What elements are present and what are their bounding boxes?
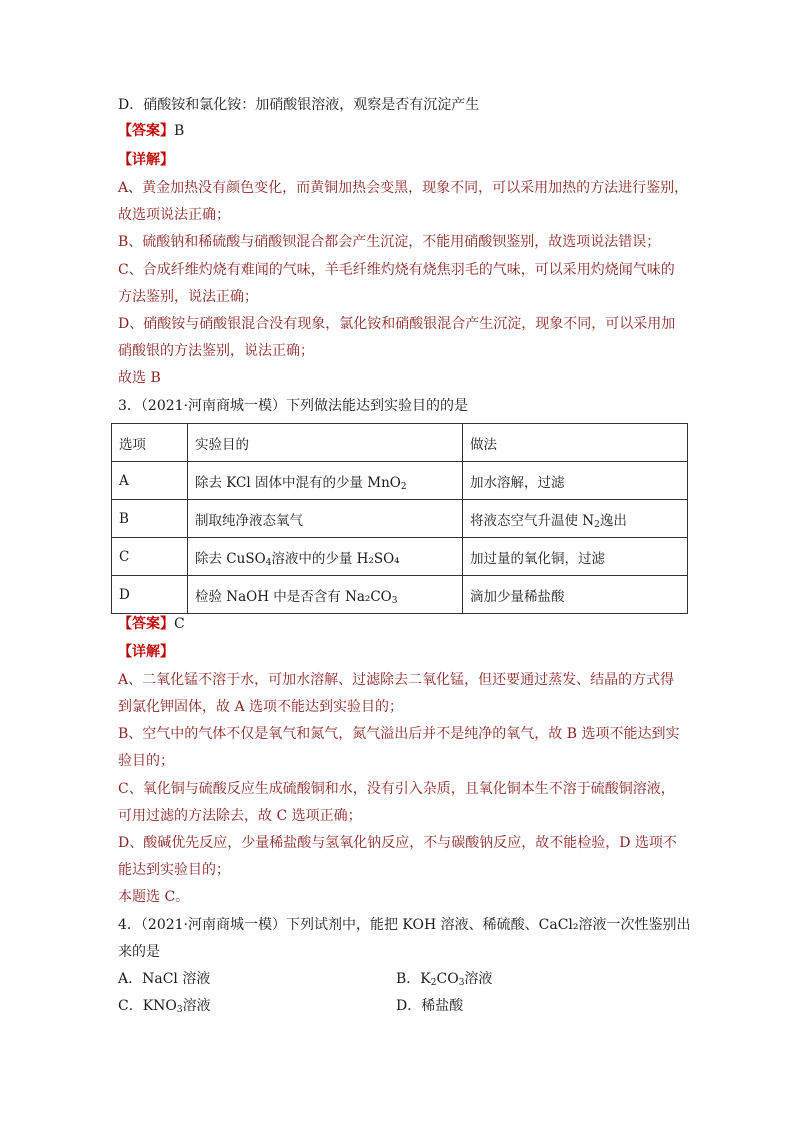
q3-explanation-line: 到氯化钾固体，故 A 选项不能达到实验目的； (118, 699, 404, 715)
q3-explanation-line: 可用过滤的方法除去，故 C 选项正确； (118, 808, 362, 824)
q4-option-c: C．$KNO_3$溶液 (118, 998, 211, 1015)
q3-explanation-line: 能达到实验目的； (118, 862, 230, 878)
answer-value: C (174, 616, 185, 632)
answer-label: 【答案】 (118, 123, 174, 139)
table-header-row (112, 424, 688, 462)
answer-value: B (174, 123, 185, 139)
method-cell: 滴加少量稀盐酸 (463, 576, 688, 614)
q3-explanation-line: C、氧化铜与硫酸反应生成硫酸铜和水，没有引入杂质，且氧化铜本生不溶于硫酸铜溶液， (118, 781, 675, 797)
method-cell: 将液态空气升温使 $N_2$逸出 (463, 500, 688, 538)
table-header-cell: 选项 (112, 424, 188, 462)
option-cell: A (112, 462, 188, 500)
q3-explanation-line: B、空气中的气体不仅是氧气和氮气，氮气溢出后并不是纯净的氧气，故 B 选项不能达到实 (118, 726, 680, 742)
option-cell: C (112, 538, 188, 576)
method-cell: 加过量的氧化铜，过滤 (463, 538, 688, 576)
q3-explanation-line: 验目的； (118, 753, 174, 769)
q2-explanation-line: C、合成纤维灼烧有难闻的气味，羊毛纤维灼烧有烧焦羽毛的气味，可以采用灼烧闻气味的 (118, 262, 675, 278)
q3-detail-label: 【详解】 (118, 644, 174, 660)
goal-cell: 检验 NaOH 中是否含有 $Na_2CO_3$ (188, 576, 463, 614)
q3-table (111, 423, 688, 614)
q2-conclusion: 故选 B (118, 370, 161, 386)
q4-option-b: B．$K_2CO_3$溶液 (396, 971, 493, 988)
q2-explanation-line: 故选项说法正确； (118, 207, 230, 223)
table-row (112, 538, 688, 576)
q3-conclusion: 本题选 C。 (118, 889, 190, 905)
table-header-cell: 做法 (463, 424, 688, 462)
q3-stem: 3．（2021·河南商城一模）下列做法能达到实验目的的是 (118, 398, 468, 414)
answer-label: 【答案】 (118, 616, 174, 632)
q3-explanation-line: D、酸碱优先反应，少量稀盐酸与氢氧化钠反应，不与碳酸钠反应，故不能检验，D 选项不 (118, 835, 677, 851)
q2-explanation-line: A、黄金加热没有颜色变化，而黄铜加热会变黑，现象不同，可以采用加热的方法进行鉴别， (118, 180, 689, 196)
q4-option-a: A．NaCl 溶液 (118, 971, 211, 987)
q2-answer (118, 121, 184, 141)
q3-explanation-line: A、二氧化锰不溶于水，可加水溶解、过滤除去二氧化锰，但还要通过蒸发、结晶的方式得 (118, 672, 675, 688)
q2-explanation-line: 方法鉴别，说法正确； (118, 289, 258, 305)
table-row (112, 500, 688, 538)
q3-answer (118, 614, 185, 634)
q2-option-d: D．硝酸铵和氯化铵：加硝酸银溶液，观察是否有沉淀产生 (118, 97, 480, 113)
q4-stem-line2: 来的是 (118, 944, 160, 960)
goal-cell: 制取纯净液态氧气 (188, 500, 463, 538)
q4-stem-line1: 4．（2021·河南商城一模）下列试剂中，能把 KOH 溶液、稀硫酸、CaCl₂溶液一次性鉴别出 (118, 917, 691, 933)
table-row (112, 576, 688, 614)
method-cell: 加水溶解，过滤 (463, 462, 688, 500)
table-header-cell: 实验目的 (188, 424, 463, 462)
q4-option-d: D．稀盐酸 (396, 998, 464, 1014)
q2-detail-label: 【详解】 (118, 152, 174, 168)
table-row (112, 462, 688, 500)
option-cell: D (112, 576, 188, 614)
q2-explanation-line: D、硝酸铵与硝酸银混合没有现象，氯化铵和硝酸银混合产生沉淀，现象不同，可以采用加 (118, 316, 676, 332)
option-cell: B (112, 500, 188, 538)
q2-explanation-line: B、硫酸钠和稀硫酸与硝酸钡混合都会产生沉淀，不能用硝酸钡鉴别，故选项说法错误； (118, 234, 661, 250)
q2-explanation-line: 硝酸银的方法鉴别，说法正确； (118, 343, 314, 359)
goal-cell: 除去 KCl 固体中混有的少量 MnO$_2$ (188, 462, 463, 500)
goal-cell: 除去 CuSO$_4$溶液中的少量 H₂SO₄ (188, 538, 463, 576)
